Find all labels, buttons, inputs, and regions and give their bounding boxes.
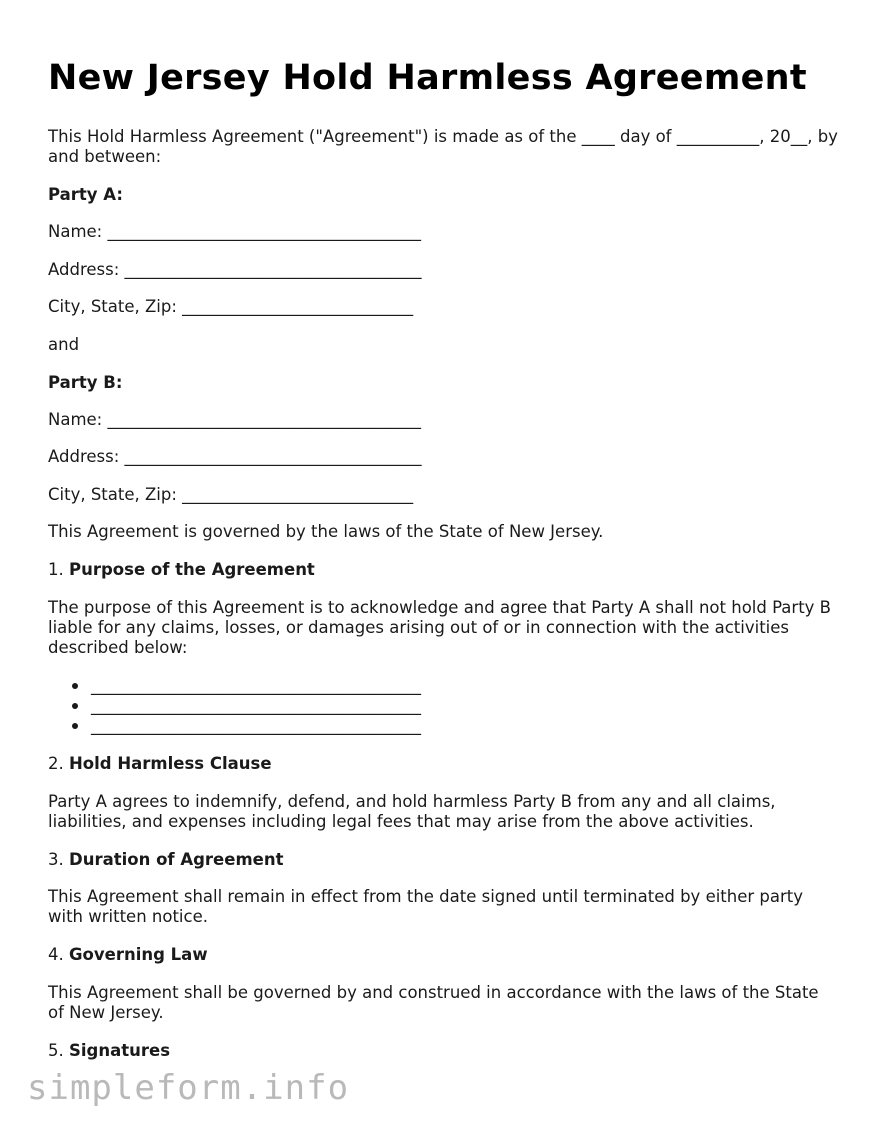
section-title: Purpose of the Agreement <box>69 560 315 579</box>
bullet-icon <box>72 683 78 689</box>
section-number: 4. <box>48 945 64 964</box>
intro-paragraph: This Hold Harmless Agreement ("Agreement") is made as of the ____ day of __________, 20__, by and between: <box>48 127 838 166</box>
section-heading <box>48 754 272 774</box>
and-text: and <box>48 335 80 354</box>
activity-blank: ________________________________________ <box>91 676 421 695</box>
section-body: The purpose of this Agreement is to acknowledge and agree that Party A shall not hold Party B liable for any claims, losses, or damages arising out of or in connection with the activities described below: <box>48 598 832 657</box>
section-heading <box>48 560 315 580</box>
section-body: This Agreement shall be governed by and construed in accordance with the laws of the State of New Jersey. <box>48 983 819 1022</box>
section-number: 5. <box>48 1041 64 1060</box>
section-body: Party A agrees to indemnify, defend, and hold harmless Party B from any and all claims, liabilities, and expenses including legal fees that may arise from the above activities. <box>48 792 776 831</box>
activity-blank: ________________________________________ <box>91 716 421 735</box>
party-a-address-field: Address: ____________________________________ <box>48 260 422 279</box>
watermark-text: simpleform.info <box>27 1068 350 1108</box>
section-title: Duration of Agreement <box>69 850 284 869</box>
section-heading <box>48 945 208 965</box>
document-title: New Jersey Hold Harmless Agreement <box>48 58 807 98</box>
activity-blank: ________________________________________ <box>91 696 421 715</box>
party-b-city-field: City, State, Zip: ____________________________ <box>48 485 414 504</box>
section-number: 2. <box>48 754 64 773</box>
section-title: Governing Law <box>69 945 208 964</box>
list-item <box>48 676 421 696</box>
party-a-name-field: Name: ______________________________________ <box>48 222 421 241</box>
section-number: 3. <box>48 850 64 869</box>
section-title: Signatures <box>69 1041 171 1060</box>
party-a-city-field: City, State, Zip: ____________________________ <box>48 297 414 316</box>
section-number: 1. <box>48 560 64 579</box>
bullet-icon <box>72 723 78 729</box>
list-item <box>48 696 421 716</box>
party-b-name-field: Name: ______________________________________ <box>48 410 421 429</box>
party-b-heading: Party B: <box>48 373 123 392</box>
section-heading <box>48 1041 170 1061</box>
bullet-icon <box>72 703 78 709</box>
party-b-address-field: Address: ____________________________________ <box>48 447 422 466</box>
list-item <box>48 716 421 736</box>
party-a-heading: Party A: <box>48 185 123 204</box>
section-title: Hold Harmless Clause <box>69 754 272 773</box>
section-body: This Agreement shall remain in effect from the date signed until terminated by either party with written notice. <box>48 887 804 926</box>
activities-list <box>48 676 421 736</box>
section-heading <box>48 850 283 870</box>
governed-statement: This Agreement is governed by the laws of the State of New Jersey. <box>48 522 604 541</box>
